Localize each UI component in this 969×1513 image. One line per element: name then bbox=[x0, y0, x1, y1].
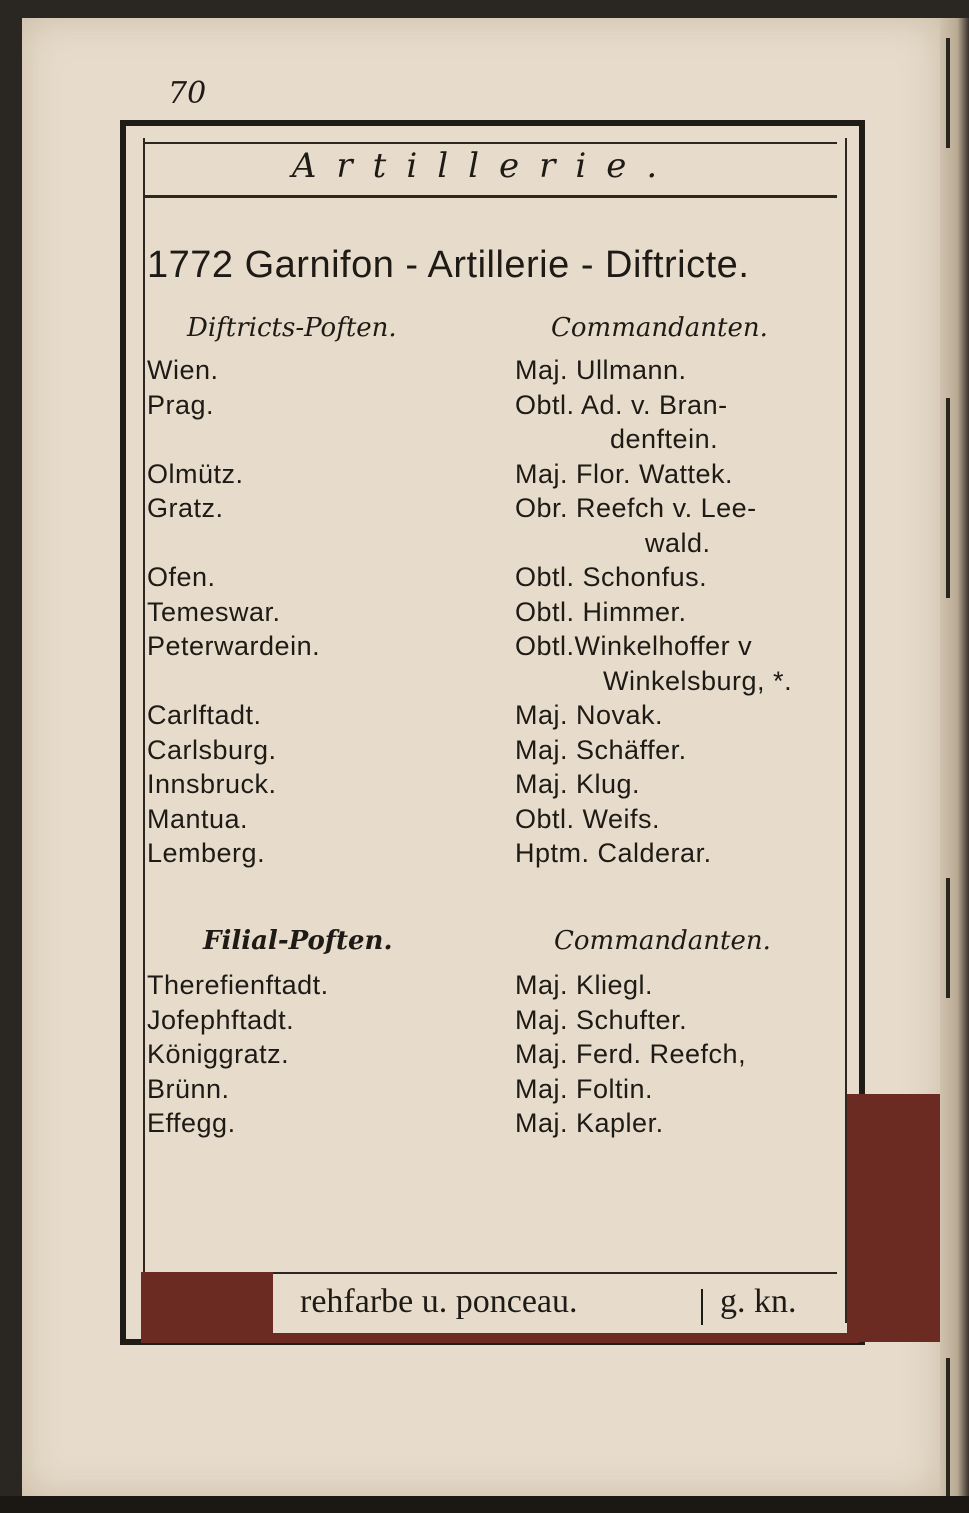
district-commander: Obtl. Weifs. bbox=[515, 803, 661, 834]
filials-left-header: Filial-Poften. bbox=[203, 926, 393, 956]
district-commander: Maj. Flor. Wattek. bbox=[515, 458, 734, 489]
page-number: 70 bbox=[168, 76, 207, 111]
district-place: Lemberg. bbox=[147, 838, 266, 868]
district-commander: Maj. Schäffer. bbox=[515, 734, 687, 765]
filial-commander: Maj. Schufter. bbox=[515, 1004, 688, 1035]
filial-commander: Maj. Kapler. bbox=[515, 1108, 664, 1138]
top-rule bbox=[143, 142, 837, 144]
section-title: Artillerie. bbox=[291, 146, 678, 186]
district-place: Carlsburg. bbox=[147, 734, 277, 765]
filial-commander: Maj. Ferd. Reefch, bbox=[515, 1039, 747, 1069]
filial-commander: Maj. Kliegl. bbox=[515, 970, 654, 1000]
title-rule bbox=[143, 195, 837, 198]
district-commander: Maj. Novak. bbox=[515, 700, 664, 730]
district-commander: Hptm. Calderar. bbox=[515, 838, 712, 868]
district-commander-continuation: wald. bbox=[645, 527, 711, 558]
district-commander: Obr. Reefch v. Lee- bbox=[515, 493, 757, 523]
page-edge-bottom bbox=[0, 1496, 969, 1513]
filial-place: Effegg. bbox=[147, 1108, 236, 1138]
filial-place: Königgratz. bbox=[147, 1039, 290, 1069]
filial-place: Jofephftadt. bbox=[147, 1004, 295, 1035]
districts-left-header: Diftricts-Poften. bbox=[187, 313, 397, 343]
district-commander: Maj. Klug. bbox=[515, 769, 641, 799]
district-place: Wien. bbox=[147, 355, 219, 385]
district-commander: Maj. Ullmann. bbox=[515, 355, 687, 385]
uniform-colors: rehfarbe u. ponceau. bbox=[300, 1283, 578, 1320]
district-commander-continuation: Winkelsburg, *. bbox=[603, 665, 793, 696]
main-heading: 1772 Garnifon - Artillerie - Diftricte. bbox=[147, 244, 750, 286]
color-swatch-side bbox=[847, 1094, 940, 1342]
footer-divider bbox=[701, 1289, 703, 1325]
district-place: Prag. bbox=[147, 389, 215, 420]
district-commander: Obtl. Schonfus. bbox=[515, 562, 708, 592]
filials-right-header: Commandanten. bbox=[554, 926, 771, 956]
district-place: Olmütz. bbox=[147, 458, 244, 489]
district-place: Innsbruck. bbox=[147, 769, 277, 799]
button-type: g. kn. bbox=[720, 1283, 797, 1320]
district-commander-continuation: denftein. bbox=[610, 424, 719, 454]
district-place: Peterwardein. bbox=[147, 631, 321, 661]
district-commander: Obtl.Winkelhoffer v bbox=[515, 631, 753, 661]
district-place: Ofen. bbox=[147, 562, 216, 592]
filial-commander: Maj. Foltin. bbox=[515, 1073, 654, 1104]
district-commander: Obtl. Ad. v. Bran- bbox=[515, 389, 728, 420]
color-swatch bbox=[141, 1272, 273, 1334]
color-swatch-bottom bbox=[141, 1333, 859, 1343]
district-place: Mantua. bbox=[147, 803, 249, 834]
filial-place: Therefienftadt. bbox=[147, 970, 329, 1000]
district-commander: Obtl. Himmer. bbox=[515, 596, 687, 627]
district-place: Carlftadt. bbox=[147, 700, 262, 730]
districts-right-header: Commandanten. bbox=[551, 313, 768, 343]
district-place: Gratz. bbox=[147, 493, 224, 523]
page-edge-right bbox=[940, 18, 969, 1496]
district-place: Temeswar. bbox=[147, 596, 281, 627]
filial-place: Brünn. bbox=[147, 1073, 230, 1104]
